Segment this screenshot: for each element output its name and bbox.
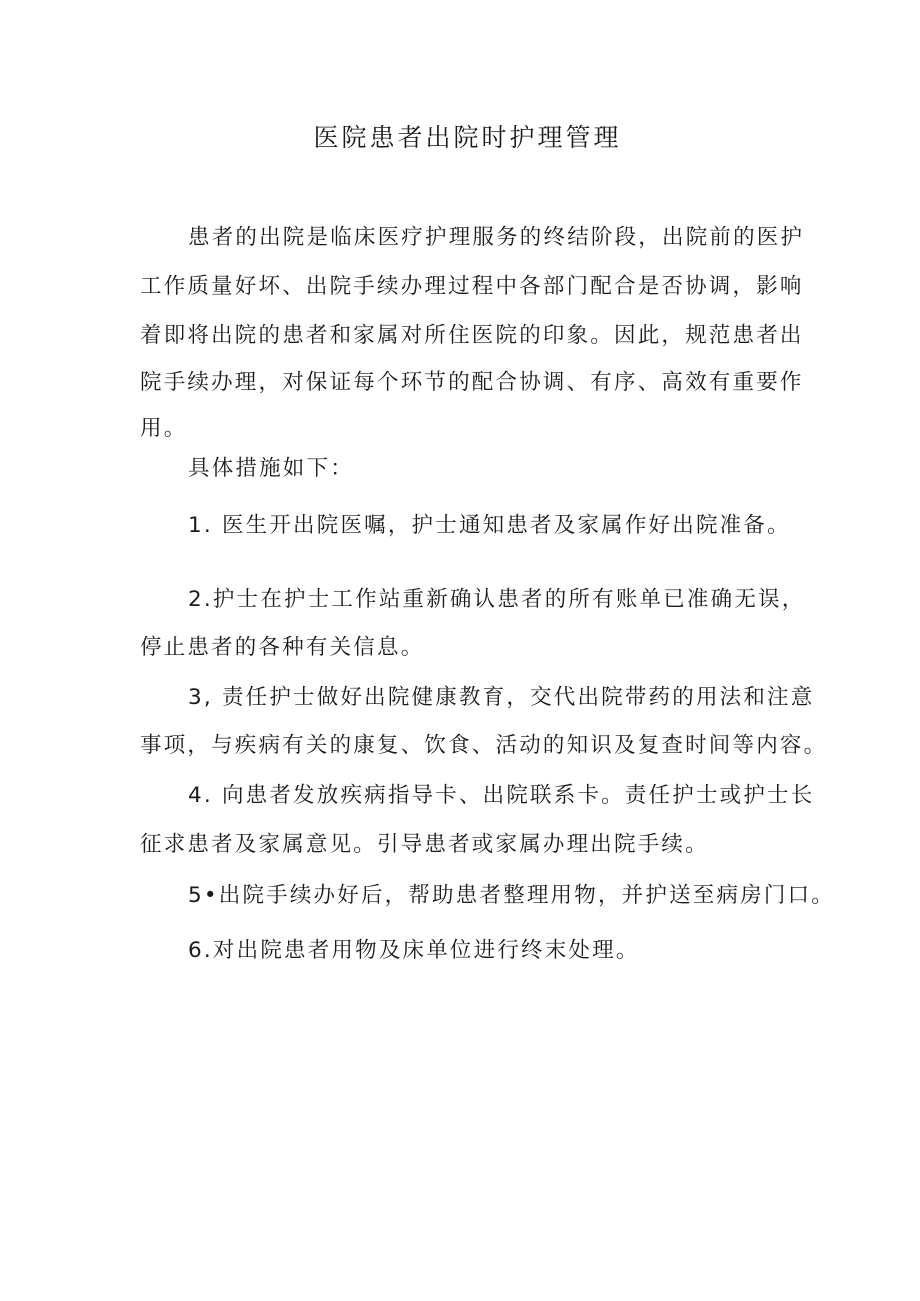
document-title: 医院患者出院时护理管理 [313, 123, 622, 152]
intro-line: 工作质量好坏、出院手续办理过程中各部门配合是否协调，影响 [140, 274, 804, 299]
measures-heading: 具体措施如下： [188, 456, 354, 481]
intro-line: 院手续办理，对保证每个环节的配合协调、有序、高效有重要作 [140, 370, 804, 395]
intro-line: 用。 [140, 416, 188, 441]
step-3-continuation: 事项，与疾病有关的康复、饮食、活动的知识及复查时间等内容。 [140, 733, 828, 758]
step-4-continuation: 征求患者及家属意见。引导患者或家属办理出院手续。 [140, 832, 709, 857]
step-2-continuation: 停止患者的各种有关信息。 [140, 635, 425, 660]
step-5: 5•出院手续办好后，帮助患者整理用物，并护送至病房门口。 [188, 883, 835, 908]
intro-line: 着即将出院的患者和家属对所住医院的印象。因此，规范患者出 [140, 323, 804, 348]
step-6: 6.对出院患者用物及床单位进行终末处理。 [188, 938, 640, 963]
intro-line: 患者的出院是临床医疗护理服务的终结阶段，出院前的医护 [188, 225, 805, 250]
step-3: 3, 责任护士做好出院健康教育，交代出院带药的用法和注意 [188, 685, 815, 710]
step-4: 4. 向患者发放疾病指导卡、出院联系卡。责任护士或护士长 [188, 783, 815, 808]
step-2: 2.护士在护士工作站重新确认患者的所有账单已准确无误， [188, 587, 806, 612]
step-1: 1. 医生开出院医嘱，护士通知患者及家属作好出院准备。 [188, 513, 791, 538]
